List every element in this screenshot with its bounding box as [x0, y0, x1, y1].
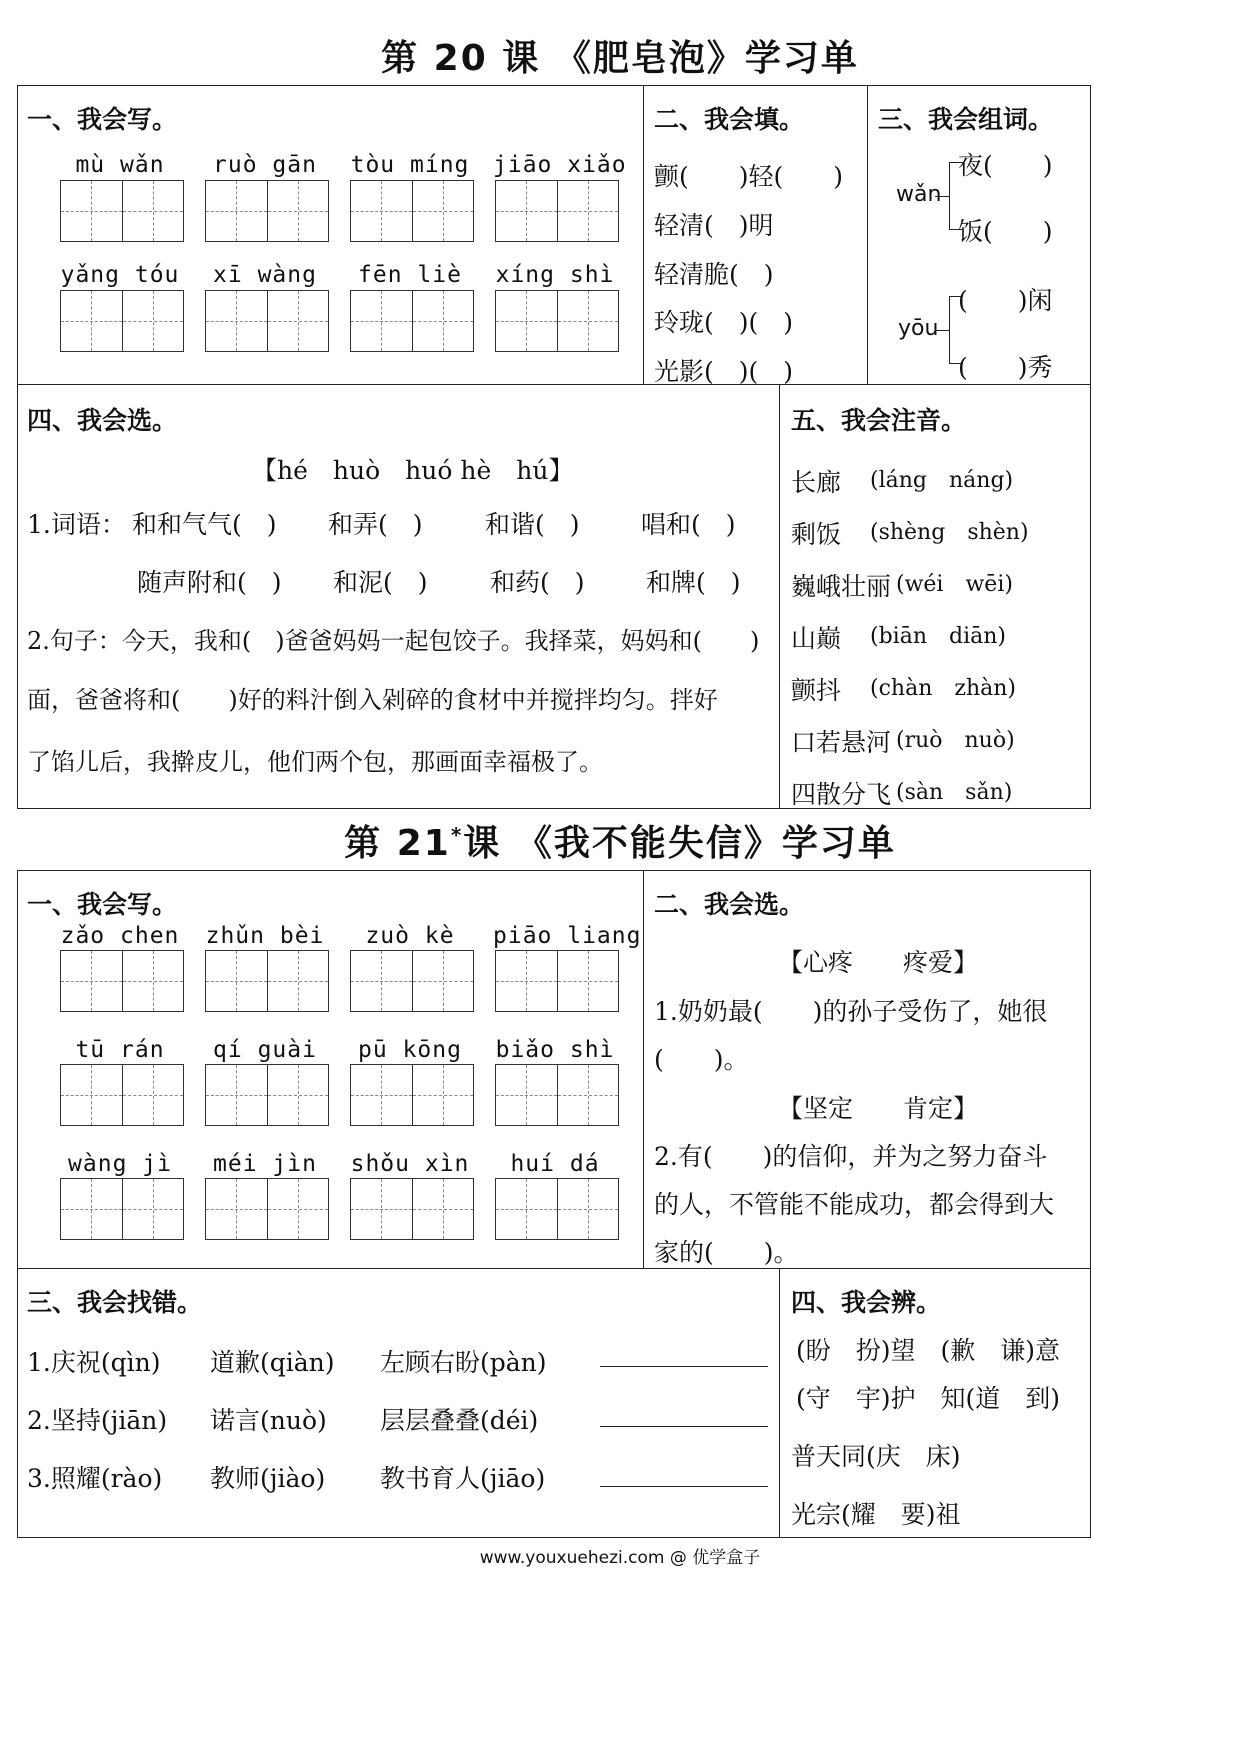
- choice-item: 和和气气( ): [132, 510, 277, 539]
- footer: www.youxuehezi.com @ 优学盒子: [479, 1548, 761, 1568]
- pinyin: xī wàng: [213, 262, 317, 288]
- answer-line[interactable]: [600, 1486, 768, 1487]
- choice-item: 随声附和( ): [137, 568, 282, 597]
- discern-line: 普天同(庆 床): [791, 1442, 961, 1471]
- discern-line: 光宗(耀 要)祖: [791, 1500, 961, 1529]
- pinyin: shǒu xìn: [350, 1151, 470, 1177]
- discern-line: (盼 扮)望 (歉 谦)意: [796, 1336, 1061, 1365]
- pinyin-choice: (chàn zhàn): [870, 676, 1016, 701]
- writing-grid[interactable]: [205, 180, 329, 242]
- error-item: 道歉(qiàn): [210, 1348, 335, 1377]
- sentence-line: 2.句子：今天，我和( )爸爸妈妈一起包饺子。我择菜，妈妈和( ): [27, 627, 760, 655]
- fill-line: 颤( )轻( ): [654, 162, 844, 191]
- section-heading: 二、我会填。: [654, 105, 805, 134]
- brace-stem: [935, 196, 949, 197]
- pinyin: mù wǎn: [75, 152, 165, 178]
- lesson21-title: 第 21*课 《我不能失信》学习单: [344, 823, 896, 864]
- divider: [867, 85, 868, 384]
- pinyin: wǎn: [896, 182, 942, 207]
- pinyin: zhǔn bèi: [205, 923, 325, 949]
- pinyin: pū kōng: [358, 1037, 462, 1063]
- fill-line: 轻清脆( ): [654, 260, 774, 289]
- pinyin: xíng shì: [495, 262, 615, 288]
- writing-grid[interactable]: [495, 180, 619, 242]
- pinyin: jiāo xiǎo: [493, 152, 627, 178]
- divider: [643, 85, 644, 384]
- word: 巍峨壮丽: [791, 572, 892, 601]
- pinyin-choice: (sàn sǎn): [896, 780, 1013, 805]
- pinyin: fēn liè: [358, 262, 462, 288]
- writing-grid[interactable]: [60, 950, 184, 1012]
- section-heading: 五、我会注音。: [791, 406, 967, 435]
- word: 口若悬河: [791, 728, 892, 757]
- word-blank: 饭( ): [958, 217, 1053, 246]
- writing-grid[interactable]: [205, 950, 329, 1012]
- error-item: 教师(jiào): [210, 1464, 326, 1493]
- writing-grid[interactable]: [205, 1178, 329, 1240]
- writing-grid[interactable]: [350, 180, 474, 242]
- writing-grid[interactable]: [60, 290, 184, 352]
- options: 【hé huò huó hè hú】: [252, 456, 574, 485]
- pinyin-choice: (biān diān): [870, 624, 1006, 649]
- pinyin: zuò kè: [365, 923, 455, 949]
- pinyin-choice: (láng náng): [870, 468, 1014, 493]
- writing-grid[interactable]: [495, 1064, 619, 1126]
- choice-item: 和泥( ): [333, 568, 428, 597]
- brace-stem: [935, 330, 949, 331]
- word: 山巅: [791, 624, 842, 653]
- choice-item: 和药( ): [490, 568, 585, 597]
- writing-grid[interactable]: [60, 1178, 184, 1240]
- writing-grid[interactable]: [60, 180, 184, 242]
- writing-grid[interactable]: [350, 950, 474, 1012]
- sentence-line: 面，爸爸将和( )好的料汁倒入剁碎的食材中并搅拌均匀。拌好: [27, 686, 718, 714]
- pinyin: wàng jì: [68, 1151, 172, 1177]
- section-heading: 三、我会组词。: [878, 105, 1054, 134]
- pinyin: yǎng tóu: [60, 262, 180, 288]
- error-item: 2.坚持(jiān): [27, 1406, 168, 1435]
- section-heading: 四、我会选。: [27, 406, 178, 435]
- lesson20-title: 第 20 课 《肥皂泡》学习单: [381, 38, 859, 79]
- question-line: 2.有( )的信仰，并为之努力奋斗: [654, 1142, 1048, 1171]
- pinyin-choice: (shèng shèn): [870, 520, 1029, 545]
- writing-grid[interactable]: [350, 1064, 474, 1126]
- question-line: ( )。: [654, 1045, 749, 1074]
- choice-item: 和弄( ): [328, 510, 423, 539]
- pinyin: yōu: [898, 316, 939, 341]
- question-line: 家的( )。: [654, 1238, 799, 1267]
- pinyin: tòu míng: [350, 152, 470, 178]
- section-heading: 二、我会选。: [654, 890, 805, 919]
- divider: [779, 1268, 780, 1538]
- choice-item: 和牌( ): [646, 568, 741, 597]
- writing-grid[interactable]: [495, 1178, 619, 1240]
- options: 【坚定 肯定】: [778, 1094, 979, 1123]
- section-heading: 一、我会写。: [27, 890, 178, 919]
- writing-grid[interactable]: [350, 290, 474, 352]
- divider: [643, 870, 644, 1268]
- word: 长廊: [791, 468, 842, 497]
- error-item: 教书育人(jiāo): [380, 1464, 546, 1493]
- divider: [779, 384, 780, 809]
- answer-line[interactable]: [600, 1426, 768, 1427]
- writing-grid[interactable]: [495, 950, 619, 1012]
- pinyin: zǎo chen: [60, 923, 180, 949]
- discern-line: (守 宇)护 知(道 到): [796, 1384, 1061, 1413]
- section-heading: 一、我会写。: [27, 105, 178, 134]
- writing-grid[interactable]: [495, 290, 619, 352]
- pinyin: tū rán: [75, 1037, 165, 1063]
- section-heading: 四、我会辨。: [791, 1288, 942, 1317]
- pinyin: méi jìn: [213, 1151, 317, 1177]
- question-line: 的人，不管能不能成功，都会得到大: [654, 1190, 1055, 1219]
- question-label: 1.词语：: [27, 510, 126, 539]
- word: 剩饭: [791, 520, 842, 549]
- writing-grid[interactable]: [350, 1178, 474, 1240]
- fill-line: 玲珑( )( ): [654, 308, 794, 337]
- answer-line[interactable]: [600, 1366, 768, 1367]
- pinyin-choice: (ruò nuò): [896, 728, 1015, 753]
- word-blank: ( )秀: [958, 353, 1053, 382]
- pinyin: qí guài: [213, 1037, 317, 1063]
- error-item: 3.照耀(rào): [27, 1464, 163, 1493]
- word-blank: 夜( ): [958, 151, 1053, 180]
- error-item: 诺言(nuò): [210, 1406, 327, 1435]
- question-line: 1.奶奶最( )的孙子受伤了，她很: [654, 997, 1048, 1026]
- choice-item: 唱和( ): [641, 510, 736, 539]
- pinyin: huí dá: [510, 1151, 600, 1177]
- pinyin: ruò gān: [213, 152, 317, 178]
- pinyin: biǎo shì: [495, 1037, 615, 1063]
- divider: [17, 384, 1091, 385]
- writing-grid[interactable]: [205, 1064, 329, 1126]
- divider: [17, 1268, 1091, 1269]
- pinyin: piāo liang: [493, 923, 642, 949]
- writing-grid[interactable]: [205, 290, 329, 352]
- options: 【心疼 疼爱】: [778, 948, 979, 977]
- section-heading: 三、我会找错。: [27, 1288, 203, 1317]
- word: 四散分飞: [791, 780, 892, 809]
- fill-line: 光影( )( ): [654, 357, 794, 386]
- choice-item: 和谐( ): [485, 510, 580, 539]
- fill-line: 轻清( )明: [654, 211, 774, 240]
- error-item: 层层叠叠(déi): [380, 1406, 539, 1435]
- sentence-line: 了馅儿后，我擀皮儿，他们两个包，那画面幸福极了。: [27, 748, 603, 776]
- error-item: 左顾右盼(pàn): [380, 1348, 547, 1377]
- error-item: 1.庆祝(qìn): [27, 1348, 161, 1377]
- word-blank: ( )闲: [958, 286, 1053, 315]
- word: 颤抖: [791, 676, 842, 705]
- writing-grid[interactable]: [60, 1064, 184, 1126]
- pinyin-choice: (wéi wēi): [896, 572, 1013, 597]
